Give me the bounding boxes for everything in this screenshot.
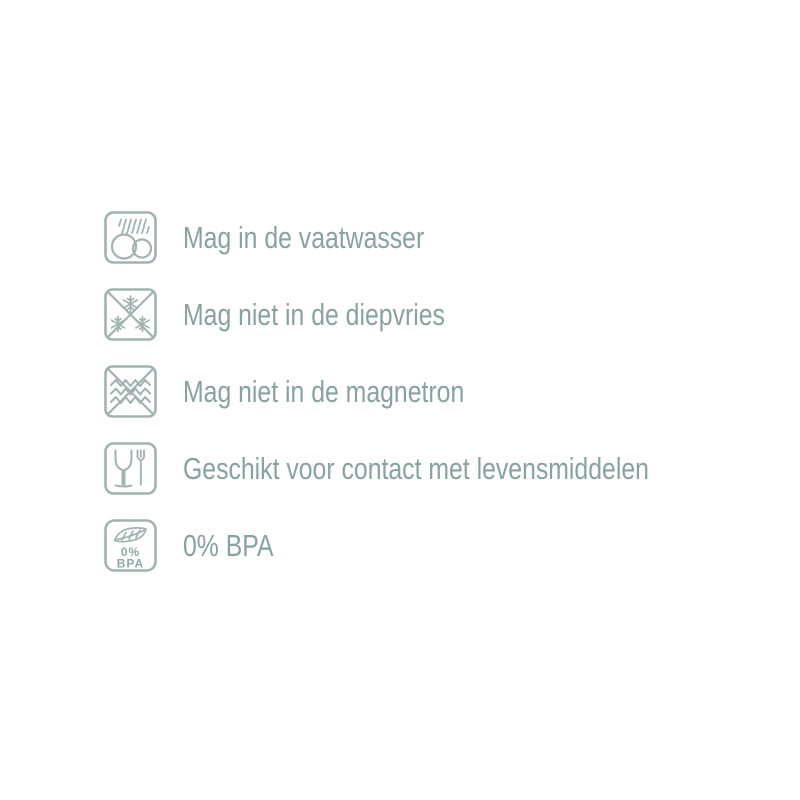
food-contact-safe-icon bbox=[103, 441, 158, 496]
snowflake-glyph bbox=[136, 317, 149, 332]
wine-glass-glyph bbox=[116, 451, 132, 487]
dishwasher-safe-icon bbox=[103, 210, 158, 265]
leaf-glyph bbox=[115, 528, 147, 542]
feature-label: Geschikt voor contact met levensmiddelen bbox=[183, 450, 649, 486]
feature-row bbox=[103, 441, 765, 496]
bpa-badge-line1: 0% bbox=[120, 545, 141, 559]
fork-glyph bbox=[138, 451, 145, 485]
not-freezer-safe-icon bbox=[103, 287, 158, 342]
bpa-badge-line2: BPA bbox=[116, 556, 145, 571]
feature-label: Mag niet in de diepvries bbox=[183, 296, 445, 332]
feature-row bbox=[103, 287, 765, 342]
feature-label: Mag in de vaatwasser bbox=[183, 219, 425, 255]
feature-label: 0% BPA bbox=[183, 527, 274, 563]
feature-row bbox=[103, 518, 765, 573]
product-feature-list bbox=[103, 210, 765, 595]
feature-row bbox=[103, 210, 765, 265]
not-microwave-safe-icon bbox=[103, 364, 158, 419]
feature-label: Mag niet in de magnetron bbox=[183, 373, 465, 409]
feature-row bbox=[103, 364, 765, 419]
bpa-free-icon bbox=[103, 518, 158, 573]
